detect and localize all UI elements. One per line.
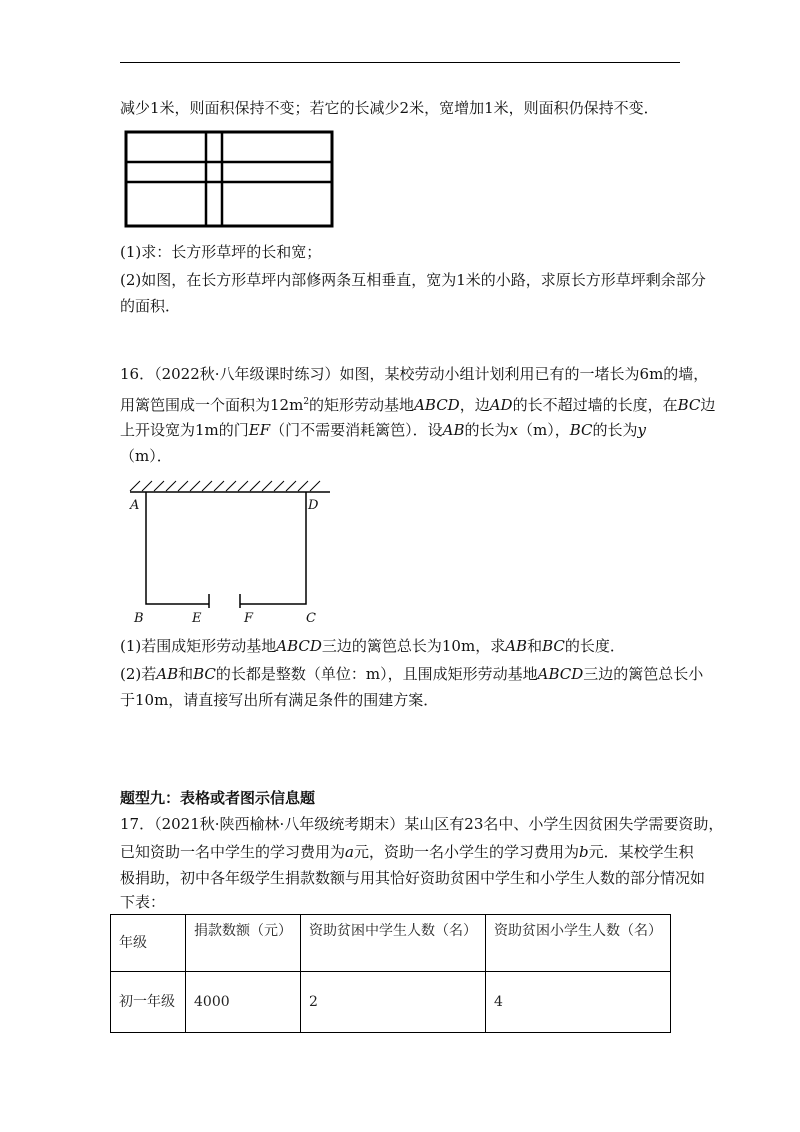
- table-cell: 4000: [186, 972, 301, 1033]
- table-cell: 2: [301, 972, 486, 1033]
- table-header: 捐款数额（元）: [186, 915, 301, 972]
- q17-line4: 下表：: [120, 893, 166, 911]
- table-header: 资助贫困小学生人数（名）: [486, 915, 671, 972]
- point-E: E: [192, 611, 202, 626]
- point-D: D: [308, 498, 319, 513]
- table-row: [111, 972, 671, 1033]
- header-rule: [120, 62, 680, 63]
- q15-part2-line1: (2)如图，在长方形草坪内部修两条互相垂直，宽为1米的小路，求原长方形草坪剩余部分: [120, 271, 706, 289]
- point-F: F: [244, 611, 254, 626]
- table-cell: 4: [486, 972, 671, 1033]
- table-header: 年级: [111, 915, 186, 972]
- point-B: B: [134, 611, 144, 626]
- q15-part1: (1)求：长方形草坪的长和宽；: [120, 243, 322, 261]
- section-title: 题型九：表格或者图示信息题: [120, 789, 316, 807]
- point-A: A: [130, 498, 140, 513]
- q17-line2: 已知资助一名中学生的学习费用为a元，资助一名小学生的学习费用为b元．某校学生积: [120, 843, 694, 861]
- q16-part2-line2: 于10m，请直接写出所有满足条件的围建方案．: [120, 691, 439, 709]
- table-cell: 初一年级: [111, 972, 186, 1033]
- q17-line3: 极捐助，初中各年级学生捐款数额与用其恰好资助贫困中学生和小学生人数的部分情况如: [120, 869, 706, 887]
- q16-line4: （m）．: [120, 447, 172, 465]
- q16-part2-line1: (2)若AB和BC的长都是整数（单位：m），且围成矩形劳动基地ABCD三边的篱笆总长小: [120, 665, 704, 683]
- q15-part2-line2: 的面积．: [120, 297, 181, 315]
- table-header-row: [111, 915, 671, 972]
- q17-line1: 17．（2021秋·陕西榆林·八年级统考期末）某山区有23名中、小学生因贫困失学需要资助，: [120, 815, 724, 833]
- donation-table: [110, 914, 671, 1033]
- q15-intro-tail: 减少1米，则面积保持不变；若它的长减少2米，宽增加1米，则面积仍保持不变．: [120, 99, 659, 117]
- table-header: 资助贫困中学生人数（名）: [301, 915, 486, 972]
- point-C: C: [306, 611, 316, 626]
- q16-garden-figure: [126, 478, 336, 628]
- q15-lawn-figure: [124, 130, 336, 230]
- q16-line3: 上开设宽为1m的门EF（门不需要消耗篱笆）．设AB的长为x（m），BC的长为y: [120, 421, 647, 439]
- q16-part1: (1)若围成矩形劳动基地ABCD三边的篱笆总长为10m，求AB和BC的长度．: [120, 637, 625, 655]
- q16-line2: 用篱笆围成一个面积为$12m^2$的矩形劳动基地ABCD，边AD的长不超过墙的长度，在BC边: [120, 396, 716, 414]
- q16-line1: 16．（2022秋·八年级课时练习）如图，某校劳动小组计划利用已有的一堵长为6m的墙，: [120, 365, 709, 383]
